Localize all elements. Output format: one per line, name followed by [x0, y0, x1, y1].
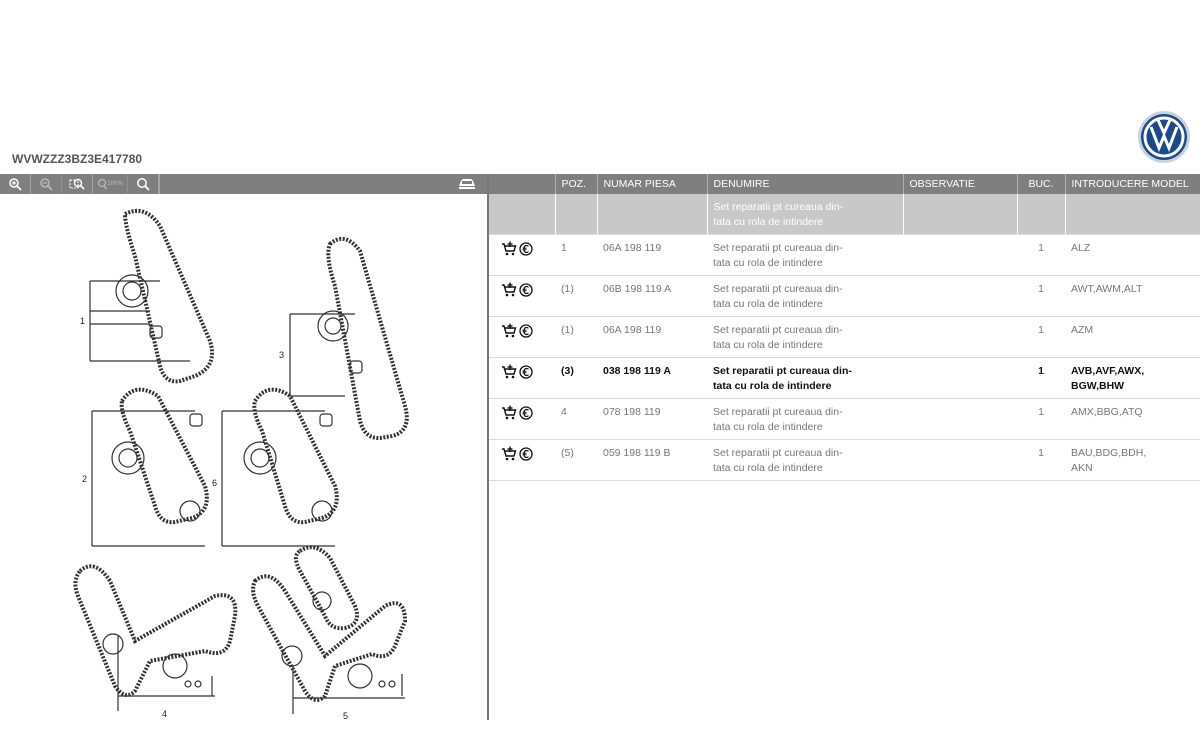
vin-label: WVWZZZ3BZ3E417780: [12, 152, 143, 166]
belt-4: [75, 566, 235, 695]
cell-observatie: [903, 276, 1017, 317]
table-row[interactable]: [489, 317, 1200, 358]
cell-poz: (1): [555, 317, 597, 358]
cell-observatie: [903, 440, 1017, 481]
col-denumire[interactable]: DENUMIRE: [707, 174, 903, 194]
price-euro-icon[interactable]: [519, 406, 533, 420]
add-to-cart-icon[interactable]: [501, 405, 517, 420]
belt-5b: [296, 547, 357, 628]
diagram-label-5: 5: [343, 711, 349, 720]
search-icon: [136, 177, 150, 191]
parts-list: [489, 174, 1200, 481]
col-actions: [489, 174, 555, 194]
table-row[interactable]: [489, 399, 1200, 440]
price-euro-icon[interactable]: [519, 242, 533, 256]
add-to-cart-icon[interactable]: [501, 282, 517, 297]
diagram-label-2: 2: [82, 474, 88, 484]
cell-poz: 1: [555, 235, 597, 276]
col-introducere-model[interactable]: INTRODUCERE MODEL: [1065, 174, 1200, 194]
cell-poz: (1): [555, 276, 597, 317]
zoom-out-icon: [39, 177, 53, 191]
zoom-area-button[interactable]: [62, 174, 93, 194]
cell-denumire: Set reparatii pt cureaua din- tata cu rola de intindere: [707, 317, 903, 358]
cell-observatie: [903, 317, 1017, 358]
cell-denumire: Set reparatii pt cureaua din- tata cu rola de intindere: [707, 358, 903, 399]
belt-1: [125, 211, 212, 382]
cell-poz: 4: [555, 399, 597, 440]
cell-model: AVB,AVF,AWX, BGW,BHW: [1065, 358, 1200, 399]
cell-model: AWT,AWM,ALT: [1065, 276, 1200, 317]
add-to-cart-icon[interactable]: [501, 446, 517, 461]
diagram-label-3: 3: [279, 350, 285, 360]
col-buc[interactable]: BUC.: [1017, 174, 1065, 194]
cell-denumire: Set reparatii pt cureaua din- tata cu rola de intindere: [707, 399, 903, 440]
col-numar-piesa[interactable]: NUMAR PIESA: [597, 174, 707, 194]
belt-6: [254, 390, 337, 523]
cell-poz: (3): [555, 358, 597, 399]
toolbar-spacer: [159, 174, 447, 194]
cell-numar-piesa[interactable]: 078 198 119: [597, 399, 707, 440]
belt-3: [328, 239, 406, 438]
search-button[interactable]: [128, 174, 159, 194]
zoom-100-button[interactable]: [93, 174, 128, 194]
vehicle-button[interactable]: [447, 174, 487, 194]
cell-buc: 1: [1017, 317, 1065, 358]
group-denumire: Set reparatii pt cureaua din- tata cu rola de intindere: [707, 194, 903, 235]
add-to-cart-icon[interactable]: [501, 364, 517, 379]
price-euro-icon[interactable]: [519, 365, 533, 379]
cell-buc: 1: [1017, 358, 1065, 399]
diagram-label-6: 6: [212, 478, 218, 488]
zoom-in-icon: [8, 177, 22, 191]
cell-buc: 1: [1017, 276, 1065, 317]
cell-numar-piesa[interactable]: 038 198 119 A: [597, 358, 707, 399]
zoom-100-icon: [97, 178, 107, 190]
price-euro-icon[interactable]: [519, 283, 533, 297]
group-row: [489, 194, 1200, 235]
col-poz[interactable]: POZ.: [555, 174, 597, 194]
tensioner-6: [244, 442, 276, 474]
zoom-100-label: 100%: [107, 181, 123, 187]
cell-poz: (5): [555, 440, 597, 481]
zoom-out-button[interactable]: [31, 174, 62, 194]
car-icon: [457, 177, 477, 191]
cell-numar-piesa[interactable]: 06A 198 119: [597, 317, 707, 358]
table-row[interactable]: [489, 440, 1200, 481]
diagram-label-4: 4: [162, 709, 168, 719]
cell-buc: 1: [1017, 235, 1065, 276]
cell-denumire: Set reparatii pt cureaua din- tata cu rola de intindere: [707, 276, 903, 317]
diagram-viewer: [0, 174, 489, 720]
cell-numar-piesa[interactable]: 06A 198 119: [597, 235, 707, 276]
cell-numar-piesa[interactable]: 059 198 119 B: [597, 440, 707, 481]
col-observatie[interactable]: OBSERVATIE: [903, 174, 1017, 194]
cell-observatie: [903, 235, 1017, 276]
vw-logo: [1137, 110, 1191, 164]
add-to-cart-icon[interactable]: [501, 241, 517, 256]
table-row[interactable]: [489, 358, 1200, 399]
cell-denumire: Set reparatii pt cureaua din- tata cu rola de intindere: [707, 235, 903, 276]
cell-model: BAU,BDG,BDH, AKN: [1065, 440, 1200, 481]
table-row[interactable]: [489, 235, 1200, 276]
zoom-area-icon: [69, 177, 85, 191]
parts-table: [489, 174, 1200, 481]
cell-buc: 1: [1017, 440, 1065, 481]
zoom-in-button[interactable]: [0, 174, 31, 194]
cell-model: ALZ: [1065, 235, 1200, 276]
diagram-label-1: 1: [80, 316, 86, 326]
cell-observatie: [903, 358, 1017, 399]
timing-belt-diagram: [0, 196, 487, 720]
price-euro-icon[interactable]: [519, 324, 533, 338]
viewer-toolbar: [0, 174, 487, 194]
table-row[interactable]: [489, 276, 1200, 317]
price-euro-icon[interactable]: [519, 447, 533, 461]
cell-buc: 1: [1017, 399, 1065, 440]
table-header: [489, 174, 1200, 194]
cell-denumire: Set reparatii pt cureaua din- tata cu rola de intindere: [707, 440, 903, 481]
cell-model: AZM: [1065, 317, 1200, 358]
cell-observatie: [903, 399, 1017, 440]
cell-model: AMX,BBG,ATQ: [1065, 399, 1200, 440]
cell-numar-piesa[interactable]: 06B 198 119 A: [597, 276, 707, 317]
add-to-cart-icon[interactable]: [501, 323, 517, 338]
pulley-4: [103, 634, 123, 654]
